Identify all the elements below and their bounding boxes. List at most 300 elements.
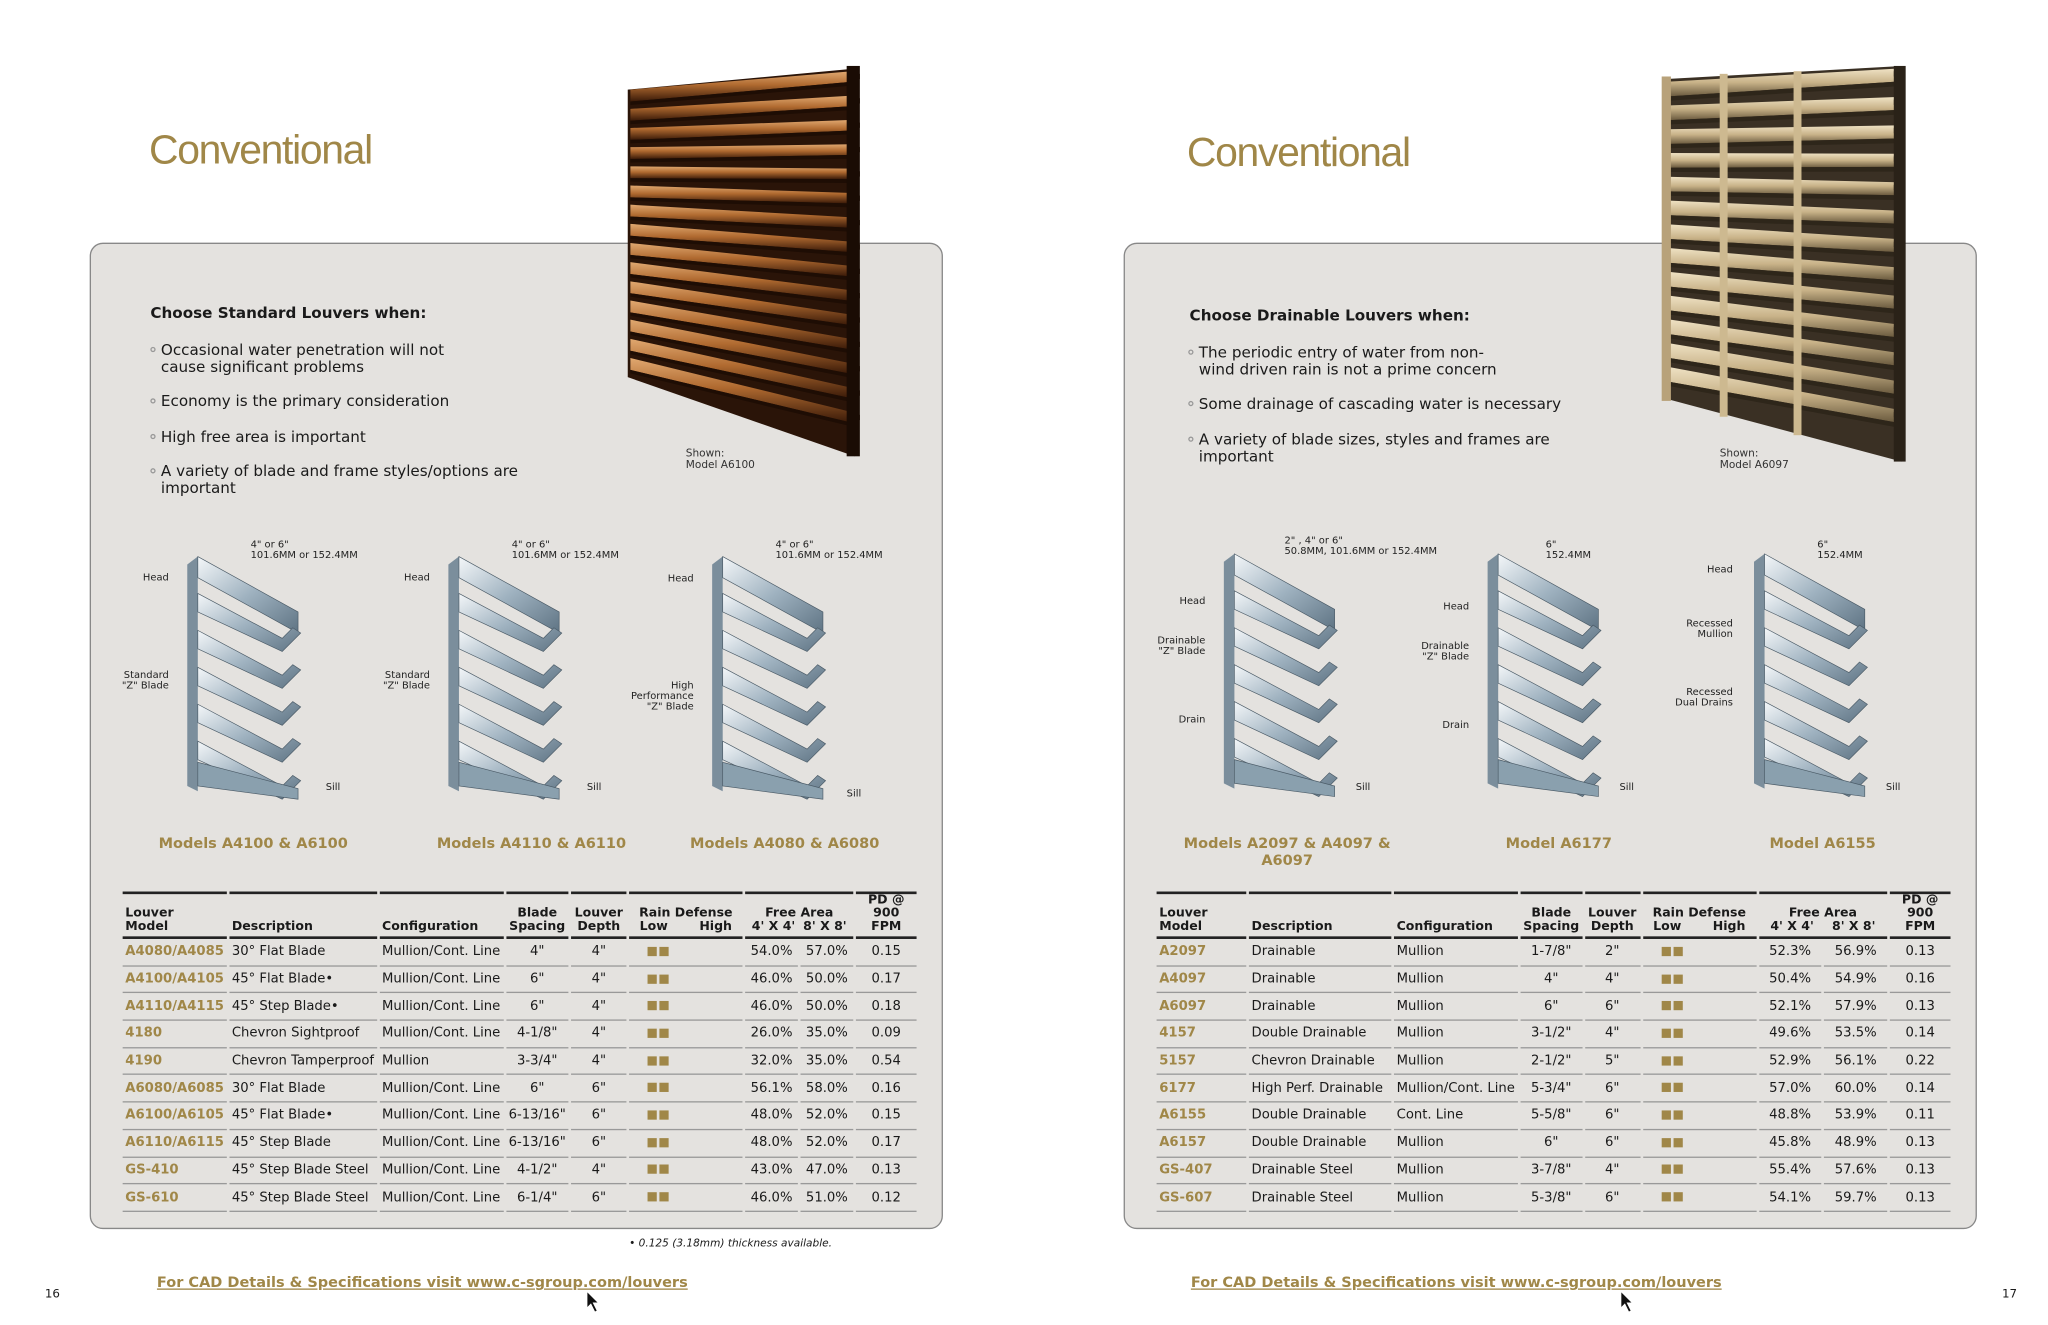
cell-fa88: 48.9% [1824, 1130, 1887, 1157]
cell-depth: 6" [1585, 994, 1640, 1021]
col-rain: Rain Defense Low High [1643, 892, 1756, 939]
bullet-item: High free area is important [161, 429, 557, 446]
cell-model: GS-410 [123, 1157, 227, 1184]
cell-pd: 0.09 [856, 1021, 917, 1048]
cell-model: 4157 [1157, 1021, 1247, 1048]
shown-model: Model A6097 [1719, 458, 1789, 471]
cell-spacing: 3-3/4" [506, 1048, 568, 1075]
cell-configuration: Mullion/Cont. Line [379, 1021, 503, 1048]
rating-square [648, 1029, 657, 1038]
cell-pd: 0.15 [856, 939, 917, 966]
cell-depth: 4" [571, 1021, 626, 1048]
page-title: Conventional [149, 126, 372, 173]
rain-defense-rating [1643, 1021, 1756, 1048]
cell-model: A6155 [1157, 1103, 1247, 1130]
cell-spacing: 6-13/16" [506, 1130, 568, 1157]
rain-defense-rating [629, 966, 742, 993]
cell-spacing: 5-3/4" [1521, 1075, 1582, 1102]
cell-spacing: 1-7/8" [1521, 939, 1582, 966]
rating-square [648, 1001, 657, 1010]
model-caption: Model A6177 [1505, 834, 1612, 852]
cell-pd: 0.13 [1890, 1185, 1951, 1212]
col-model: Louver Model [1157, 892, 1247, 939]
rating-square [648, 974, 657, 983]
sill-label: Sill [846, 787, 862, 800]
cell-description: Double Drainable [1249, 1103, 1391, 1130]
cell-depth: 4" [1585, 966, 1640, 993]
sill-label: Sill [1885, 780, 1901, 793]
cursor-arrow-icon [586, 1290, 602, 1314]
louver-photo-tan [1656, 61, 1920, 470]
cell-model: 5157 [1157, 1048, 1247, 1075]
cad-details-link[interactable]: For CAD Details & Specifications visit www.c-sgroup.com/louvers [156, 1273, 688, 1292]
cell-configuration: Mullion/Cont. Line [379, 1103, 503, 1130]
cell-description: Drainable Steel [1249, 1157, 1391, 1184]
model-caption: Models A4110 & A6110 [436, 834, 627, 852]
cell-pd: 0.15 [856, 1103, 917, 1130]
cell-fa44: 45.8% [1759, 1130, 1822, 1157]
rain-defense-rating [1643, 1157, 1756, 1184]
cell-fa88: 52.0% [801, 1130, 854, 1157]
cell-spacing: 4" [1521, 966, 1582, 993]
table-row [1157, 1075, 1951, 1102]
table-row [1157, 1157, 1951, 1184]
rating-square [1661, 1001, 1670, 1010]
cell-fa44: 54.0% [745, 939, 798, 966]
rating-square [648, 1192, 657, 1201]
cell-configuration: Mullion [379, 1048, 503, 1075]
rating-square [1673, 1001, 1682, 1010]
cell-spacing: 4-1/8" [506, 1021, 568, 1048]
frame-jamb [448, 557, 459, 792]
rating-square [648, 1110, 657, 1119]
cell-pd: 0.14 [1890, 1021, 1951, 1048]
choose-heading: Choose Drainable Louvers when: [1189, 305, 1470, 325]
bullet-item: The periodic entry of water from non-wind driven rain is not a prime concern [1199, 344, 1516, 378]
rating-square [659, 1110, 668, 1119]
cell-depth: 6" [571, 1130, 626, 1157]
cell-description: 45° Flat Blade• [229, 966, 377, 993]
cell-fa88: 52.0% [801, 1103, 854, 1130]
cell-model: A6110/A6115 [123, 1130, 227, 1157]
cell-description: Drainable [1249, 966, 1391, 993]
cell-fa44: 52.1% [1759, 994, 1822, 1021]
table-row [1157, 939, 1951, 966]
cell-depth: 4" [571, 1157, 626, 1184]
rating-square [648, 1083, 657, 1092]
cad-details-link[interactable]: For CAD Details & Specifications visit www.c-sgroup.com/louvers [1190, 1273, 1722, 1292]
table-row [123, 1048, 917, 1075]
rating-square [659, 1001, 668, 1010]
dimension-label: 4" or 6" 101.6MM or 152.4MM [250, 538, 358, 561]
table-row [123, 1157, 917, 1184]
dimension-label: 6" 152.4MM [1817, 538, 1863, 561]
cell-model: GS-610 [123, 1185, 227, 1212]
table-row [123, 994, 917, 1021]
cell-fa44: 54.1% [1759, 1185, 1822, 1212]
rain-defense-rating [1643, 994, 1756, 1021]
cell-fa88: 59.7% [1824, 1185, 1887, 1212]
cell-fa44: 50.4% [1759, 966, 1822, 993]
cell-description: Drainable [1249, 939, 1391, 966]
rating-square [659, 1029, 668, 1038]
head-label: Head [1707, 563, 1733, 575]
specs-table [1154, 892, 1953, 1212]
cell-description: Chevron Sightproof [229, 1021, 377, 1048]
rain-defense-rating [1643, 1048, 1756, 1075]
cell-depth: 4" [1585, 1021, 1640, 1048]
head-label: Head [1179, 594, 1206, 607]
rating-square [1673, 1083, 1682, 1092]
col-model: Louver Model [123, 892, 227, 939]
model-caption: Model A6155 [1769, 834, 1876, 852]
blade-label: Standard "Z" Blade [121, 668, 169, 692]
bullet-item: A variety of blade and frame styles/options are important [161, 463, 596, 497]
cell-model: A6100/A6105 [123, 1103, 227, 1130]
col-pd: PD @ 900 FPM [1890, 892, 1951, 939]
drain-label: Drain [1442, 718, 1470, 731]
frame-jamb [1488, 554, 1499, 789]
louver-section-diagram [1216, 551, 1361, 815]
shown-label: Shown: [685, 447, 725, 459]
cell-spacing: 6" [1521, 994, 1582, 1021]
rating-square [648, 947, 657, 956]
col-description: Description [1249, 892, 1391, 939]
cell-model: GS-607 [1157, 1185, 1247, 1212]
blade-label: Standard "Z" Blade [382, 668, 430, 692]
cell-fa44: 26.0% [745, 1021, 798, 1048]
table-row [123, 939, 917, 966]
specs-table [120, 892, 919, 1212]
cell-depth: 4" [571, 994, 626, 1021]
rain-defense-rating [629, 1103, 742, 1130]
col-rain: Rain Defense Low High [629, 892, 742, 939]
cell-configuration: Mullion/Cont. Line [1394, 1075, 1518, 1102]
rating-square [659, 1138, 668, 1147]
cursor-arrow-icon [1619, 1290, 1635, 1314]
col-depth: Louver Depth [1585, 892, 1640, 939]
cell-model: GS-407 [1157, 1157, 1247, 1184]
table-row [123, 966, 917, 993]
cell-fa44: 56.1% [745, 1075, 798, 1102]
rating-square [659, 1192, 668, 1201]
frame-jamb [712, 557, 723, 792]
rating-square [1661, 1192, 1670, 1201]
cell-configuration: Mullion/Cont. Line [379, 1130, 503, 1157]
rain-defense-rating [629, 1048, 742, 1075]
cell-spacing: 5-3/8" [1521, 1185, 1582, 1212]
cell-fa44: 57.0% [1759, 1075, 1822, 1102]
cell-spacing: 2-1/2" [1521, 1048, 1582, 1075]
bullet-item: Occasional water penetration will not cause significant problems [161, 342, 478, 376]
drains-label: Recessed Dual Drains [1675, 685, 1733, 709]
cell-description: 45° Flat Blade• [229, 1103, 377, 1130]
table-row [1157, 1048, 1951, 1075]
cell-configuration: Mullion [1394, 966, 1518, 993]
cell-spacing: 6" [506, 994, 568, 1021]
dimension-label: 4" or 6" 101.6MM or 152.4MM [775, 538, 883, 561]
rating-square [1661, 947, 1670, 956]
footnote: • 0.125 (3.18mm) thickness available. [629, 1237, 832, 1249]
cell-fa88: 56.1% [1824, 1048, 1887, 1075]
cell-configuration: Mullion [1394, 1130, 1518, 1157]
sill-label: Sill [1355, 780, 1371, 793]
cell-configuration: Mullion [1394, 1157, 1518, 1184]
choose-heading: Choose Standard Louvers when: [150, 303, 427, 322]
louver-section-diagram [440, 554, 585, 818]
cell-description: Chevron Tamperproof [229, 1048, 377, 1075]
table-row [123, 1021, 917, 1048]
cell-fa44: 48.8% [1759, 1103, 1822, 1130]
col-free-area: Free Area 4' X 4' 8' X 8' [1759, 892, 1888, 939]
rating-square [1673, 1165, 1682, 1174]
dimension-label: 6" 152.4MM [1545, 538, 1592, 561]
cell-fa88: 53.9% [1824, 1103, 1887, 1130]
col-spacing: Blade Spacing [1521, 892, 1582, 939]
frame-jamb [187, 557, 198, 792]
rating-square [1673, 974, 1682, 983]
col-free-area: Free Area 4' X 4' 8' X 8' [745, 892, 853, 939]
table-row [123, 1103, 917, 1130]
cell-spacing: 3-1/2" [1521, 1021, 1582, 1048]
cell-model: A4080/A4085 [123, 939, 227, 966]
rating-square [659, 1083, 668, 1092]
table-row [123, 1075, 917, 1102]
cell-spacing: 6" [506, 1075, 568, 1102]
cell-model: A2097 [1157, 939, 1247, 966]
cell-fa44: 48.0% [745, 1130, 798, 1157]
louver-photo-bronze [620, 61, 871, 470]
rain-defense-rating [629, 1157, 742, 1184]
rain-defense-rating [629, 1075, 742, 1102]
cell-pd: 0.11 [1890, 1103, 1951, 1130]
cell-description: 45° Step Blade Steel [229, 1157, 377, 1184]
cell-model: A4110/A4115 [123, 994, 227, 1021]
cell-depth: 4" [571, 1048, 626, 1075]
cell-configuration: Mullion/Cont. Line [379, 939, 503, 966]
cell-fa88: 57.0% [801, 939, 854, 966]
frame-jamb [1224, 554, 1235, 789]
rain-defense-rating [1643, 1185, 1756, 1212]
cell-pd: 0.54 [856, 1048, 917, 1075]
col-pd: PD @ 900 FPM [856, 892, 917, 939]
rain-defense-rating [629, 1185, 742, 1212]
cell-pd: 0.12 [856, 1185, 917, 1212]
cell-pd: 0.13 [1890, 994, 1951, 1021]
rating-square [648, 1056, 657, 1065]
shown-label: Shown: [1719, 447, 1759, 459]
bullet-item: Some drainage of cascading water is necessary [1199, 396, 1595, 413]
rating-square [1673, 1029, 1682, 1038]
page-number: 17 [2001, 1288, 2018, 1302]
rating-square [648, 1165, 657, 1174]
cell-fa88: 60.0% [1824, 1075, 1887, 1102]
table-row [1157, 994, 1951, 1021]
cell-fa44: 32.0% [745, 1048, 798, 1075]
cell-pd: 0.13 [856, 1157, 917, 1184]
page-number: 16 [44, 1288, 60, 1302]
cell-fa44: 48.0% [745, 1103, 798, 1130]
cell-description: Drainable Steel [1249, 1185, 1391, 1212]
table-row [1157, 966, 1951, 993]
cell-model: A6097 [1157, 994, 1247, 1021]
rating-square [659, 1056, 668, 1065]
cell-fa88: 53.5% [1824, 1021, 1887, 1048]
rain-defense-rating [629, 1130, 742, 1157]
cell-fa88: 50.0% [801, 994, 854, 1021]
cell-description: 45° Step Blade Steel [229, 1185, 377, 1212]
cell-pd: 0.13 [1890, 939, 1951, 966]
rating-square [1673, 1056, 1682, 1065]
table-row [1157, 1185, 1951, 1212]
col-spacing: Blade Spacing [506, 892, 568, 939]
table-row [1157, 1130, 1951, 1157]
cell-spacing: 6" [1521, 1130, 1582, 1157]
rain-defense-rating [1643, 1103, 1756, 1130]
col-configuration: Configuration [1394, 892, 1518, 939]
cell-model: 4180 [123, 1021, 227, 1048]
cell-model: A4100/A4105 [123, 966, 227, 993]
cell-description: High Perf. Drainable [1249, 1075, 1391, 1102]
cell-configuration: Mullion [1394, 939, 1518, 966]
louver-section-diagram [179, 554, 324, 818]
cell-configuration: Mullion [1394, 1048, 1518, 1075]
page-title: Conventional [1186, 129, 1410, 176]
louver-section-diagram [1480, 551, 1625, 815]
col-depth: Louver Depth [571, 892, 626, 939]
cell-configuration: Mullion/Cont. Line [379, 1157, 503, 1184]
table-row [1157, 1103, 1951, 1130]
cell-configuration: Cont. Line [1394, 1103, 1518, 1130]
rating-square [659, 1165, 668, 1174]
drain-label: Drain [1178, 713, 1206, 726]
cell-fa88: 57.9% [1824, 994, 1887, 1021]
frame-jamb [1754, 554, 1765, 789]
cell-pd: 0.13 [1890, 1130, 1951, 1157]
cell-depth: 6" [1585, 1185, 1640, 1212]
blade-label: High Performance "Z" Blade [631, 679, 694, 713]
table-row [123, 1185, 917, 1212]
rating-square [659, 947, 668, 956]
cell-configuration: Mullion [1394, 1185, 1518, 1212]
cell-fa44: 43.0% [745, 1157, 798, 1184]
cell-fa88: 54.9% [1824, 966, 1887, 993]
cell-configuration: Mullion/Cont. Line [379, 994, 503, 1021]
cell-depth: 6" [571, 1103, 626, 1130]
cell-model: A6080/A6085 [123, 1075, 227, 1102]
rating-square [1661, 1165, 1670, 1174]
cell-depth: 4" [1585, 1157, 1640, 1184]
rating-square [659, 974, 668, 983]
shown-model: Model A6100 [685, 458, 755, 471]
cell-description: Double Drainable [1249, 1021, 1391, 1048]
cell-description: Drainable [1249, 994, 1391, 1021]
cell-configuration: Mullion/Cont. Line [379, 1075, 503, 1102]
cell-spacing: 6-1/4" [506, 1185, 568, 1212]
rating-square [1661, 1138, 1670, 1147]
cell-spacing: 6" [506, 966, 568, 993]
cell-pd: 0.18 [856, 994, 917, 1021]
rating-square [1673, 947, 1682, 956]
cell-fa88: 57.6% [1824, 1157, 1887, 1184]
sill-label: Sill [1619, 780, 1635, 793]
cell-depth: 4" [571, 966, 626, 993]
cell-configuration: Mullion [1394, 994, 1518, 1021]
cell-fa88: 51.0% [801, 1185, 854, 1212]
cell-spacing: 4-1/2" [506, 1157, 568, 1184]
cell-depth: 6" [1585, 1130, 1640, 1157]
rating-square [1661, 1029, 1670, 1038]
cell-fa88: 50.0% [801, 966, 854, 993]
cell-fa44: 52.9% [1759, 1048, 1822, 1075]
head-label: Head [142, 571, 169, 583]
blade-label: Drainable "Z" Blade [1157, 634, 1206, 657]
model-caption: Models A4100 & A6100 [158, 834, 348, 852]
cell-depth: 4" [571, 939, 626, 966]
cell-description: Chevron Drainable [1249, 1048, 1391, 1075]
cell-description: 30° Flat Blade [229, 939, 377, 966]
dimension-label: 2" , 4" or 6" 50.8MM, 101.6MM or 152.4MM [1284, 534, 1438, 557]
cell-description: 30° Flat Blade [229, 1075, 377, 1102]
rating-square [1661, 974, 1670, 983]
cell-depth: 6" [1585, 1103, 1640, 1130]
cell-description: 45° Step Blade• [229, 994, 377, 1021]
model-caption: Models A4080 & A6080 [690, 834, 880, 852]
cell-depth: 6" [571, 1185, 626, 1212]
cell-description: Double Drainable [1249, 1130, 1391, 1157]
cell-spacing: 5-5/8" [1521, 1103, 1582, 1130]
col-description: Description [229, 892, 377, 939]
rain-defense-rating [629, 994, 742, 1021]
cell-fa44: 46.0% [745, 1185, 798, 1212]
cell-model: 4190 [123, 1048, 227, 1075]
cell-pd: 0.17 [856, 1130, 917, 1157]
rating-square [1661, 1056, 1670, 1065]
rain-defense-rating [1643, 1130, 1756, 1157]
cell-fa88: 47.0% [801, 1157, 854, 1184]
cell-model: 6177 [1157, 1075, 1247, 1102]
cell-pd: 0.22 [1890, 1048, 1951, 1075]
louver-section-diagram [704, 554, 849, 818]
cell-fa44: 55.4% [1759, 1157, 1822, 1184]
dimension-label: 4" or 6" 101.6MM or 152.4MM [511, 538, 619, 561]
head-label: Head [404, 571, 430, 583]
blade-label: Drainable "Z" Blade [1421, 639, 1470, 663]
rating-square [648, 1138, 657, 1147]
cell-fa88: 35.0% [801, 1048, 854, 1075]
cell-fa88: 56.9% [1824, 939, 1887, 966]
cell-pd: 0.16 [856, 1075, 917, 1102]
rating-square [1673, 1192, 1682, 1201]
louver-blade [1667, 153, 1896, 168]
cell-model: A6157 [1157, 1130, 1247, 1157]
table-row [123, 1130, 917, 1157]
cell-pd: 0.14 [1890, 1075, 1951, 1102]
sill-label: Sill [586, 780, 602, 793]
rain-defense-rating [1643, 966, 1756, 993]
head-label: Head [1443, 600, 1470, 612]
cell-spacing: 3-7/8" [1521, 1157, 1582, 1184]
bullet-item: A variety of blade sizes, styles and frames are important [1199, 431, 1621, 465]
cell-fa44: 52.3% [1759, 939, 1822, 966]
cell-pd: 0.13 [1890, 1157, 1951, 1184]
louver-section-diagram [1746, 551, 1891, 815]
louver-blade-shadow [1667, 167, 1896, 172]
bullet-item: Economy is the primary consideration [161, 393, 557, 410]
cell-fa88: 35.0% [801, 1021, 854, 1048]
rain-defense-rating [1643, 939, 1756, 966]
rain-defense-rating [629, 1021, 742, 1048]
